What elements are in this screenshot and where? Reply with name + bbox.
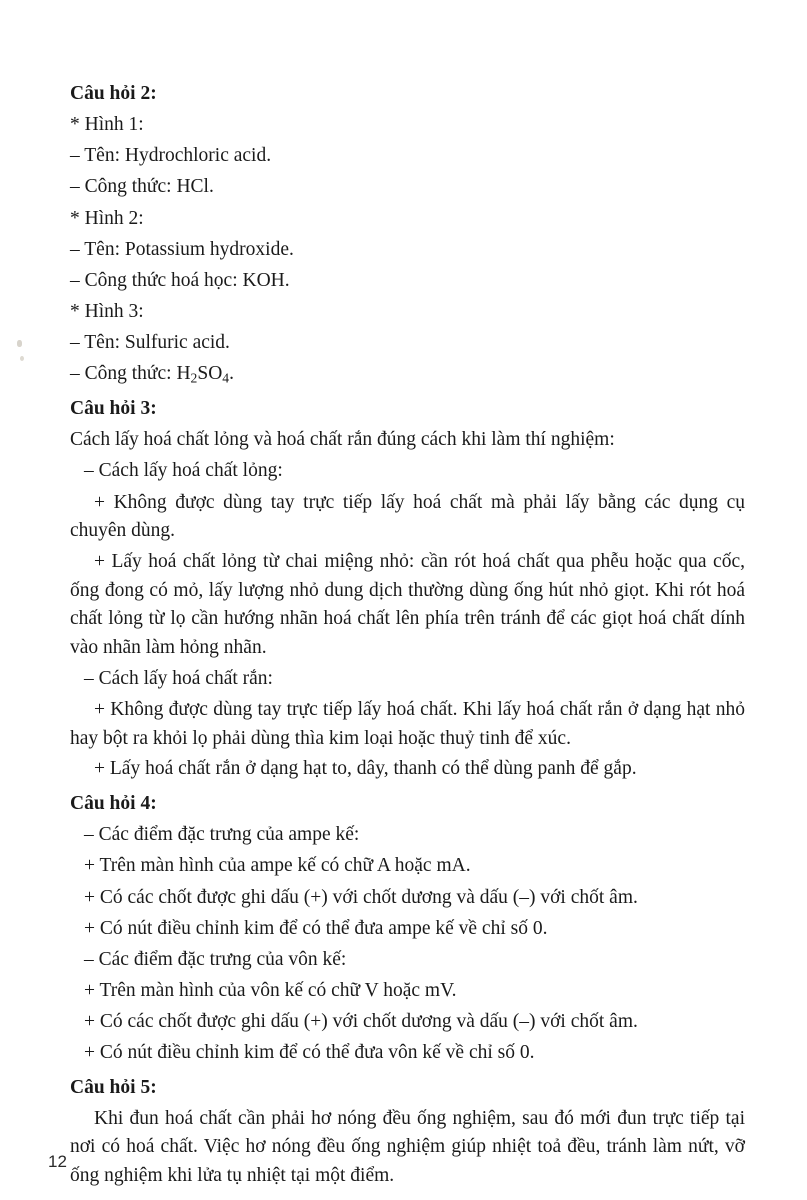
question-4-ammeter-point-3: + Có nút điều chỉnh kim để có thể đưa ampe kế về chỉ số 0. — [84, 917, 548, 939]
question-4-ammeter-point-2: + Có các chốt được ghi dấu (+) với chốt dương và dấu (–) với chốt âm. — [84, 886, 638, 908]
figure-2-name: – Tên: Potassium hydroxide. — [70, 238, 294, 260]
figure-2-label: * Hình 2: — [70, 207, 144, 229]
question-3-solid-point-2: + Lấy hoá chất rắn ở dạng hạt to, dây, thanh có thể dùng panh để gắp. — [94, 758, 637, 780]
figure-3-formula — [70, 360, 745, 389]
formula-prefix: – Công thức: H — [70, 363, 191, 385]
question-3-heading: Câu hỏi 3: — [70, 398, 157, 420]
question-4-voltmeter-point-1: + Trên màn hình của vôn kế có chữ V hoặc mV. — [84, 980, 457, 1002]
figure-1-name: – Tên: Hydrochloric acid. — [70, 145, 272, 167]
figure-1-label: * Hình 1: — [70, 114, 144, 136]
question-5-heading: Câu hỏi 5: — [70, 1077, 157, 1098]
question-5-body: Khi đun hoá chất cần phải hơ nóng đều ống nghiệm, sau đó mới đun trực tiếp tại nơi có hoá chất. Việc hơ nóng đều ống nghiệm giúp nhiệt toả đều, tránh làm nứt, vỡ ống nghiệm khi lửa tụ nhiệt tại một điểm. — [70, 1107, 745, 1186]
question-3-solid-point-1: + Không được dùng tay trực tiếp lấy hoá chất. Khi lấy hoá chất rắn ở dạng hạt nhỏ hay bột ra khỏi lọ phải dùng thìa kim loại hoặc thuỷ tinh để xúc. — [70, 699, 745, 749]
figure-3-label: * Hình 3: — [70, 301, 144, 323]
paper-speck-small-icon — [20, 356, 24, 361]
question-2-heading: Câu hỏi 2: — [70, 83, 157, 104]
figure-2-formula: – Công thức hoá học: KOH. — [70, 269, 290, 291]
question-4-voltmeter-label: – Các điểm đặc trưng của vôn kế: — [84, 948, 347, 970]
question-4-ammeter-point-1: + Trên màn hình của ampe kế có chữ A hoặc mA. — [84, 855, 471, 877]
page-number: 12 — [48, 1152, 67, 1171]
formula-end: . — [229, 363, 234, 385]
question-4-voltmeter-point-2: + Có các chốt được ghi dấu (+) với chốt dương và dấu (–) với chốt âm. — [84, 1011, 638, 1033]
formula-sub-1: 2 — [190, 370, 198, 386]
formula-mid: SO — [197, 363, 223, 385]
document-body — [70, 80, 745, 1191]
figure-1-formula: – Công thức: HCl. — [70, 176, 214, 198]
question-3-item-solid: – Cách lấy hoá chất rắn: — [84, 667, 273, 689]
question-4-voltmeter-point-3: + Có nút điều chỉnh kim để có thể đưa vôn kế về chỉ số 0. — [84, 1042, 535, 1064]
question-3-intro: Cách lấy hoá chất lỏng và hoá chất rắn đúng cách khi làm thí nghiệm: — [70, 429, 615, 451]
formula-sub-2: 4 — [222, 370, 230, 386]
question-3-liquid-point-2: + Lấy hoá chất lỏng từ chai miệng nhỏ: cần rót hoá chất qua phễu hoặc qua cốc, ống đong có mỏ, lấy lượng nhỏ dung dịch thường dùng ống hút nhỏ giọt. Khi rót hoá chất lỏng từ lọ cần hướng nhãn hoá chất lên phía trên tránh để các giọt hoá chất dính vào nhãn làm hỏng nhãn. — [70, 550, 745, 658]
question-4-ammeter-label: – Các điểm đặc trưng của ampe kế: — [84, 824, 360, 846]
paper-speck-icon — [17, 340, 22, 347]
question-3-liquid-point-1: + Không được dùng tay trực tiếp lấy hoá chất mà phải lấy bằng các dụng cụ chuyên dùng. — [70, 491, 745, 542]
figure-3-name: – Tên: Sulfuric acid. — [70, 332, 230, 354]
question-3-item-liquid: – Cách lấy hoá chất lỏng: — [84, 460, 283, 482]
question-4-heading: Câu hỏi 4: — [70, 793, 157, 815]
